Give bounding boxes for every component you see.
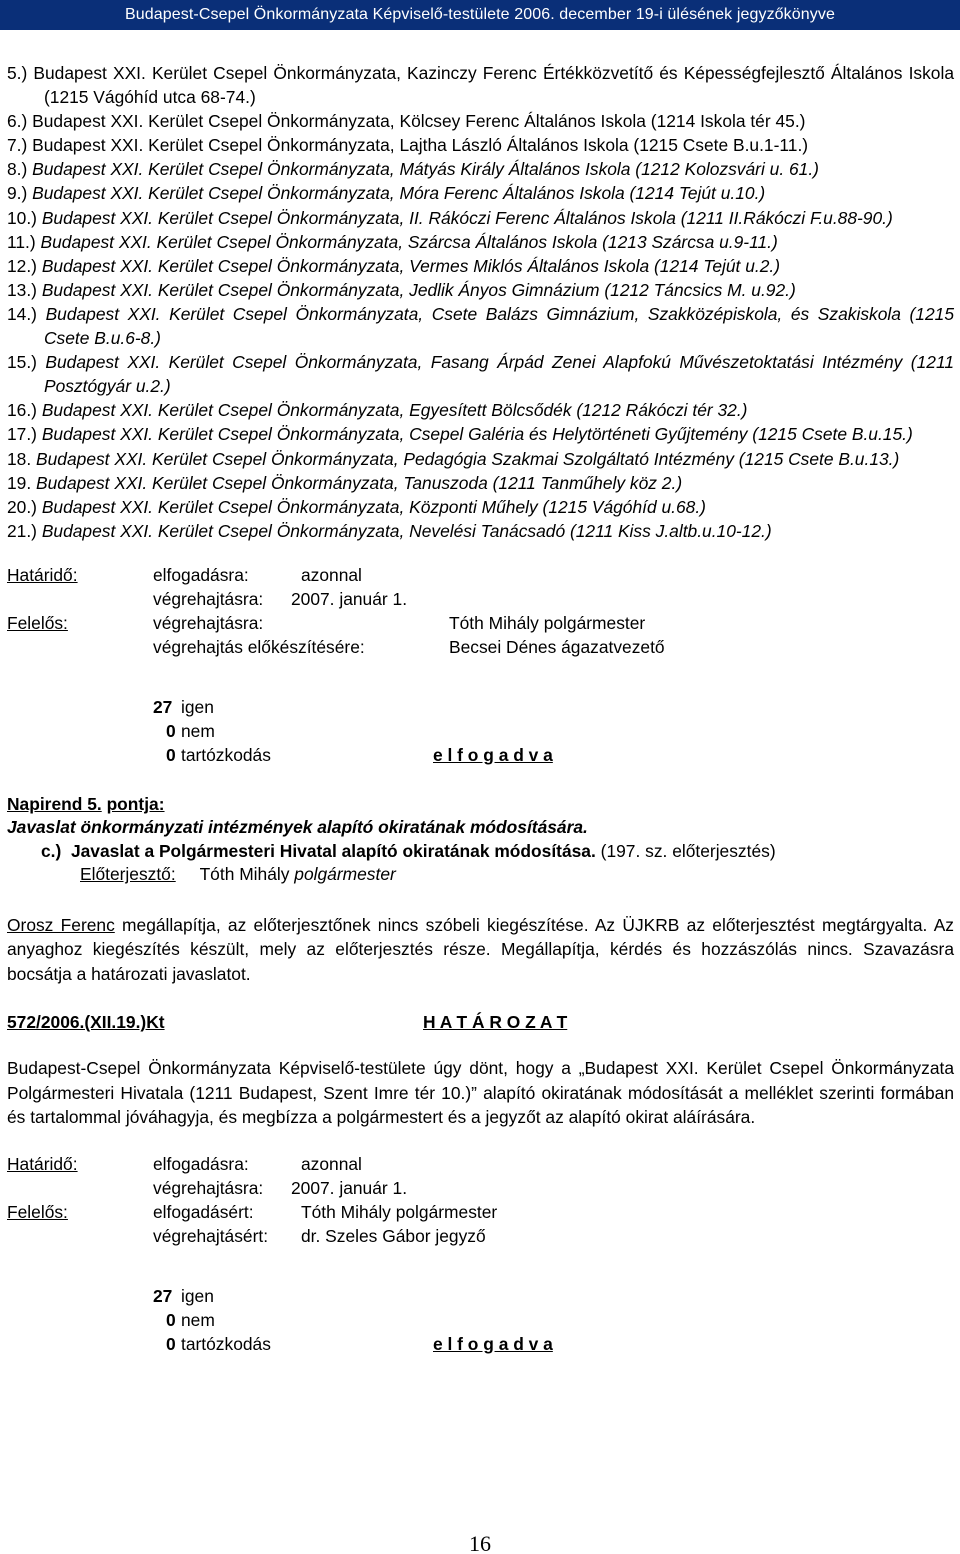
execution-value-2: 2007. január 1.: [291, 1177, 408, 1198]
execution-responsible-label: végrehajtásért:: [153, 1225, 269, 1246]
list-item-number: 6.): [7, 111, 28, 132]
presenter-label: Előterjesztő:: [80, 864, 176, 885]
presenter-role: polgármester: [294, 864, 396, 885]
list-item-text: Budapest XXI. Kerület Csepel Önkormányzata, Kölcsey Ferenc Általános Iskola (1214 Iskola tér 45.): [32, 111, 806, 132]
list-item: [7, 133, 954, 157]
list-item: [7, 254, 954, 278]
vote-abstain-label: tartózkodás: [181, 744, 271, 765]
list-item: [7, 447, 954, 471]
list-item-number: 5.): [7, 63, 28, 83]
list-item-text: Budapest XXI. Kerület Csepel Önkormányzata, Kazinczy Ferenc Értékközvetítő és Képességfejlesztő Általános Iskola (1215 Vágóhíd utca 68-74.): [33, 63, 954, 108]
list-item-text: Budapest XXI. Kerület Csepel Önkormányzata, Nevelési Tanácsadó (1211 Kiss J.altb.u.10-12.): [41, 520, 772, 541]
list-item-text: Budapest XXI. Kerület Csepel Önkormányzata, Vermes Miklós Általános Iskola (1214 Tejút u.2.): [41, 255, 780, 276]
acceptance-label: elfogadásra:: [153, 564, 249, 585]
deadline-block-2: [7, 1152, 954, 1248]
acceptance-label-2: elfogadásra:: [153, 1153, 249, 1174]
list-item: [7, 181, 954, 205]
list-item-text: Budapest XXI. Kerület Csepel Önkormányzata, Csepel Galéria és Helytörténeti Gyűjtemény (1215 Csete B.u.15.): [41, 424, 913, 445]
agenda-title-suffix: pontja:: [106, 793, 165, 814]
list-item-text: Budapest XXI. Kerület Csepel Önkormányzata, Fasang Árpád Zenei Alapfokú Művészetoktatási Intézmény (1211 Posztógyár u.2.): [44, 352, 954, 397]
page-content: [7, 61, 954, 1356]
execution-label-2: végrehajtásra:: [153, 1177, 264, 1198]
list-item: [7, 302, 954, 350]
deadline-label: Határidő:: [7, 564, 78, 585]
institution-list: [7, 61, 954, 543]
list-item-number: 17.): [7, 424, 37, 445]
preparation-label: végrehajtás előkészítésére:: [153, 636, 365, 657]
statement-text: megállapítja, az előterjesztőnek nincs szóbeli kiegészítése. Az ÜJKRB az előterjesztést megtárgyalta. Az anyaghoz kiegészítés készült, mely az előterjesztés része. Megállapítja, kérdés és hozzászólás nincs. Szavazásra bocsátja a határozati javaslatot.: [7, 914, 954, 984]
acceptance-value-2: azonnal: [301, 1153, 362, 1174]
preparation-value: Becsei Dénes ágazatvezető: [449, 636, 665, 657]
acceptance-value: azonnal: [301, 564, 362, 585]
document-header: [0, 0, 960, 30]
list-item-text: Budapest XXI. Kerület Csepel Önkormányzata, Mátyás Király Általános Iskola (1212 Kolozsvári u. 61.): [32, 159, 819, 180]
responsible-execution-label: végrehajtásra:: [153, 612, 264, 633]
list-item: [7, 422, 954, 446]
list-item-text: Budapest XXI. Kerület Csepel Önkormányzata, Pedagógia Szakmai Szolgáltató Intézmény (1215 Csete B.u.13.): [36, 448, 900, 469]
vote-block-1: [7, 695, 954, 767]
vote-no-label: nem: [181, 720, 215, 741]
vote-no-label-2: nem: [181, 1309, 215, 1330]
approval-responsible-label: elfogadásért:: [153, 1201, 254, 1222]
vote-abstain-count-2: 0: [166, 1333, 176, 1354]
document-header-title: Budapest-Csepel Önkormányzata Képviselő-testülete 2006. december 19-i ülésének jegyzőkönyve: [125, 6, 835, 23]
presenter-name: Tóth Mihály: [199, 864, 290, 885]
list-item: [7, 61, 954, 109]
list-item-text: Budapest XXI. Kerület Csepel Önkormányzata, II. Rákóczi Ferenc Általános Iskola (1211 II.Rákóczi F.u.88-90.): [41, 207, 893, 228]
statement-paragraph: [7, 913, 954, 987]
approval-responsible-value: Tóth Mihály polgármester: [301, 1201, 498, 1222]
deadline-label-2: Határidő:: [7, 1153, 78, 1174]
list-item-number: 11.): [7, 231, 36, 252]
page-number: 16: [469, 1531, 491, 1554]
vote-yes-label: igen: [181, 696, 214, 717]
responsible-label: Felelős:: [7, 612, 68, 633]
list-item-text: Budapest XXI. Kerület Csepel Önkormányzata, Központi Műhely (1215 Vágóhíd u.68.): [41, 496, 706, 517]
responsible-label-2: Felelős:: [7, 1201, 68, 1222]
vote-yes-count: 27: [153, 696, 173, 717]
list-item-number: 16.): [7, 400, 37, 421]
list-item-number: 12.): [7, 255, 37, 276]
agenda-subtitle: Javaslat önkormányzati intézmények alapító okiratának módosítására.: [7, 817, 588, 838]
speaker-name: Orosz Ferenc: [7, 914, 115, 935]
list-item: [7, 278, 954, 302]
list-item-number: 18.: [7, 448, 32, 469]
list-item: [7, 398, 954, 422]
list-item-text: Budapest XXI. Kerület Csepel Önkormányzata, Jedlik Ányos Gimnázium (1212 Táncsics M. u.92.): [41, 279, 796, 300]
list-item-number: 7.): [7, 135, 28, 156]
list-item-number: 20.): [7, 496, 37, 517]
list-item: [7, 350, 954, 398]
list-item: [7, 206, 954, 230]
vote-no-count: 0: [166, 720, 176, 741]
agenda-item-ref: (197. sz. előterjesztés): [600, 840, 776, 861]
execution-value: 2007. január 1.: [291, 588, 408, 609]
list-item: [7, 519, 954, 543]
list-item: [7, 495, 954, 519]
list-item-number: 13.): [7, 279, 37, 300]
execution-responsible-value: dr. Szeles Gábor jegyző: [301, 1225, 486, 1246]
list-item-text: Budapest XXI. Kerület Csepel Önkormányzata, Tanuszoda (1211 Tanműhely köz 2.): [36, 472, 683, 493]
list-item-number: 9.): [7, 183, 28, 204]
resolution-number: 572/2006.(XII.19.)Kt: [7, 1012, 165, 1033]
list-item: [7, 230, 954, 254]
list-item: [7, 471, 954, 495]
agenda-item-letter: c.): [41, 840, 62, 861]
resolution-heading: [7, 1010, 954, 1034]
vote-block-2: [7, 1284, 954, 1356]
resolution-title: H A T Á R O Z A T: [423, 1012, 568, 1033]
resolution-text: Budapest-Csepel Önkormányzata Képviselő-testülete úgy dönt, hogy a „Budapest XXI. Kerület Csepel Önkormányzata Polgármesteri Hivatala (1211 Budapest, Szent Imre tér 10.)” alapító okiratának módosítását a melléklet szerinti formában és tartalommal jóváhagyja, és megbízza a polgármestert és a jegyzőt az alapító okirat aláírására.: [7, 1058, 954, 1128]
list-item-number: 14.): [7, 303, 37, 324]
agenda-section: [7, 793, 954, 887]
list-item-text: Budapest XXI. Kerület Csepel Önkormányzata, Szárcsa Általános Iskola (1213 Szárcsa u.9-11.): [40, 231, 778, 252]
list-item: [7, 157, 954, 181]
vote-abstain-count: 0: [166, 744, 176, 765]
vote-no-count-2: 0: [166, 1309, 176, 1330]
list-item-number: 8.): [7, 159, 28, 180]
execution-label: végrehajtásra:: [153, 588, 264, 609]
list-item-number: 19.: [7, 472, 32, 493]
vote-result-2: e l f o g a d v a: [433, 1333, 553, 1354]
list-item-number: 10.): [7, 207, 37, 228]
list-item-number: 15.): [7, 352, 37, 373]
vote-yes-label-2: igen: [181, 1285, 214, 1306]
deadline-block-1: [7, 563, 954, 659]
vote-result: e l f o g a d v a: [433, 744, 553, 765]
list-item: [7, 109, 954, 133]
list-item-text: Budapest XXI. Kerület Csepel Önkormányzata, Lajtha László Általános Iskola (1215 Csete B.u.1-11.): [32, 135, 809, 156]
list-item-text: Budapest XXI. Kerület Csepel Önkormányzata, Csete Balázs Gimnázium, Szakközépiskola, és Szakiskola (1215 Csete B.u.6-8.): [44, 303, 954, 349]
responsible-execution-value: Tóth Mihály polgármester: [449, 612, 646, 633]
list-item-text: Budapest XXI. Kerület Csepel Önkormányzata, Egyesített Bölcsődék (1212 Rákóczi tér 32.): [41, 400, 748, 421]
agenda-item-text: Javaslat a Polgármesteri Hivatal alapító okiratának módosítása.: [70, 840, 596, 861]
agenda-title: Napirend 5.: [7, 793, 102, 814]
list-item-text: Budapest XXI. Kerület Csepel Önkormányzata, Móra Ferenc Általános Iskola (1214 Tejút u.10.): [32, 183, 766, 204]
list-item-number: 21.): [7, 520, 37, 541]
vote-abstain-label-2: tartózkodás: [181, 1333, 271, 1354]
vote-yes-count-2: 27: [153, 1285, 173, 1306]
